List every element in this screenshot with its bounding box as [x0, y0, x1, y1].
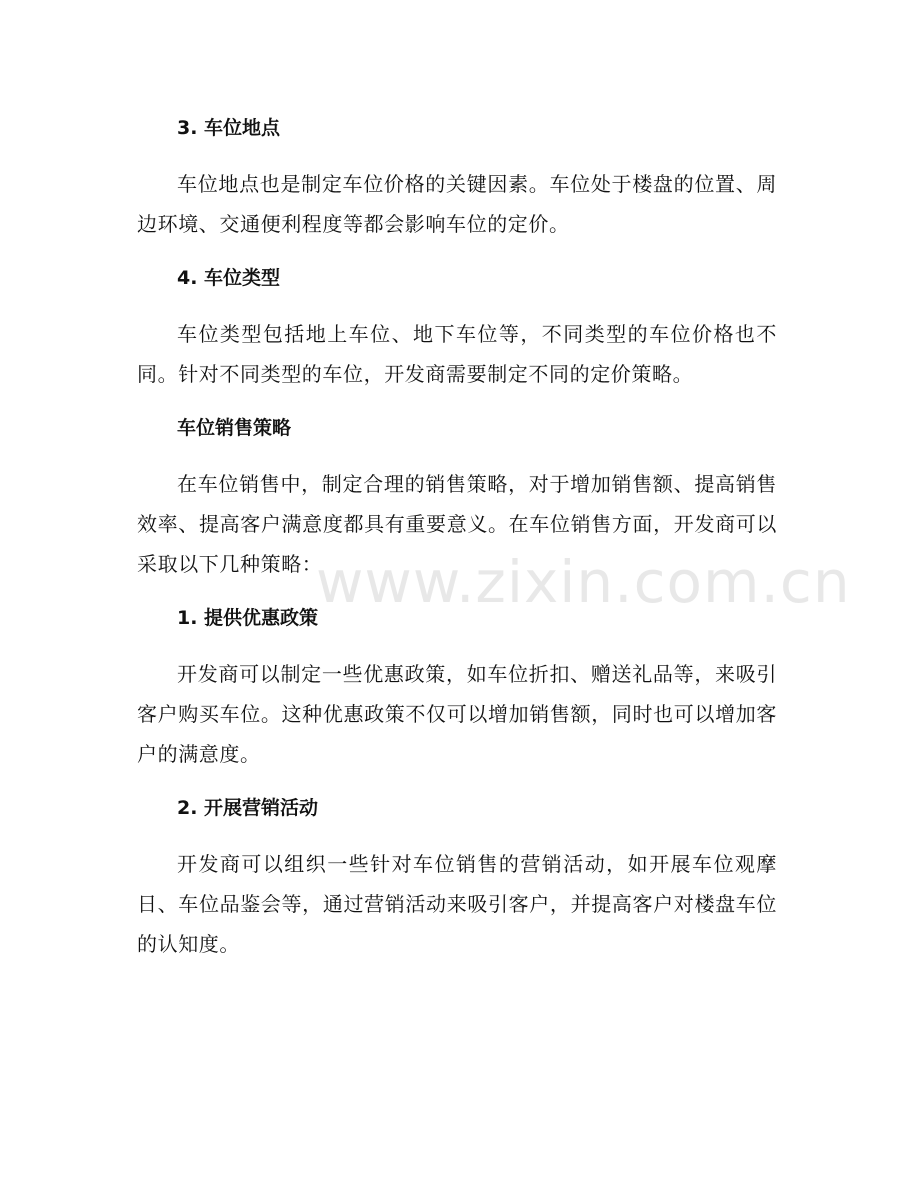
section-paragraph-parking-type: 车位类型包括地上车位、地下车位等，不同类型的车位价格也不同。针对不同类型的车位，开发商需要制定不同的定价策略。 — [137, 322, 777, 386]
section-paragraph-discount-policy: 开发商可以制定一些优惠政策，如车位折扣、赠送礼品等，来吸引客户购买车位。这种优惠政策不仅可以增加销售额，同时也可以增加客户的满意度。 — [137, 662, 777, 766]
section-heading-parking-type: 4. 车位类型 — [177, 267, 281, 289]
watermark: www.zixin.com.cn — [316, 548, 851, 616]
section-heading-discount-policy: 1. 提供优惠政策 — [177, 607, 319, 629]
section-heading-parking-location: 3. 车位地点 — [177, 117, 281, 139]
document-body — [137, 108, 777, 978]
section-heading-marketing-activities: 2. 开展营销活动 — [177, 797, 319, 819]
section-paragraph-marketing-activities: 开发商可以组织一些针对车位销售的营销活动，如开展车位观摩日、车位品鉴会等，通过营销活动来吸引客户，并提高客户对楼盘车位的认知度。 — [137, 852, 777, 956]
section-heading-sales-strategy: 车位销售策略 — [177, 417, 292, 439]
section-paragraph-parking-location: 车位地点也是制定车位价格的关键因素。车位处于楼盘的位置、周边环境、交通便利程度等都会影响车位的定价。 — [137, 172, 777, 236]
section-paragraph-sales-strategy: 在车位销售中，制定合理的销售策略，对于增加销售额、提高销售效率、提高客户满意度都具有重要意义。在车位销售方面，开发商可以采取以下几种策略： — [137, 472, 777, 576]
